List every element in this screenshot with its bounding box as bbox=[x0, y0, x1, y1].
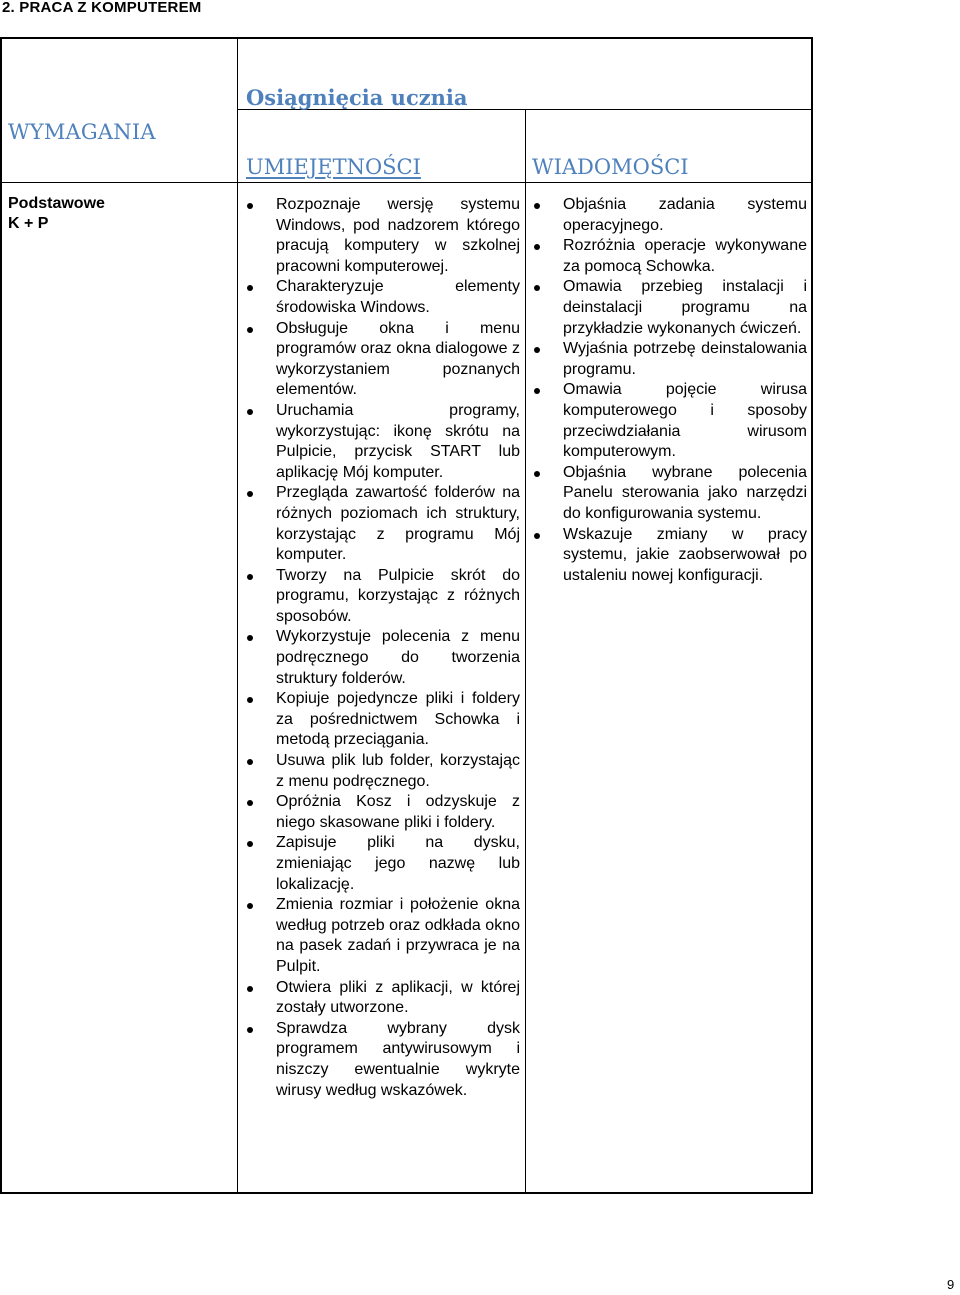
table-border-bottom bbox=[0, 1192, 813, 1194]
skill-item: Wykorzystuje polecenia z menu podręcznego do tworzenia struktury folderów. bbox=[238, 627, 520, 689]
skill-item: Przegląda zawartość folderów na różnych poziomach ich struktury, korzystając z programu Mój komputer. bbox=[238, 483, 520, 565]
knowledge-item: Objaśnia zadania systemu operacyjnego. bbox=[525, 195, 807, 236]
requirements-table bbox=[0, 37, 813, 1194]
table-border-left bbox=[0, 37, 2, 1194]
level-line-1: Podstawowe bbox=[8, 195, 105, 212]
header-rule bbox=[0, 182, 813, 183]
section-heading: 2. PRACA Z KOMPUTEREM bbox=[2, 0, 202, 16]
knowledge-item: Wskazuje zmiany w pracy systemu, jakie zaobserwował po ustaleniu nowej konfiguracji. bbox=[525, 525, 807, 587]
skill-item: Tworzy na Pulpicie skrót do programu, korzystając z różnych sposobów. bbox=[238, 566, 520, 628]
knowledge-item: Objaśnia wybrane polecenia Panelu sterowania jako narzędzi do konfigurowania systemu. bbox=[525, 463, 807, 525]
level-line-2: K + P bbox=[8, 215, 49, 232]
skill-item: Rozpoznaje wersję systemu Windows, pod nadzorem którego pracują komputery w szkolnej pracowni komputerowej. bbox=[238, 195, 520, 277]
level-label bbox=[8, 194, 105, 234]
skills-header: UMIEJĘTNOŚCI bbox=[246, 155, 421, 179]
skill-item: Usuwa plik lub folder, korzystając z menu podręcznego. bbox=[238, 751, 520, 792]
table-border-right bbox=[811, 37, 813, 1194]
table-border-top bbox=[0, 37, 813, 39]
knowledge-list bbox=[525, 195, 807, 586]
skills-list bbox=[238, 195, 520, 1101]
skill-item: Zmienia rozmiar i położenie okna według potrzeb oraz odkłada okno na pasek zadań i przywraca je na Pulpit. bbox=[238, 895, 520, 977]
knowledge-item: Omawia pojęcie wirusa komputerowego i sposoby przeciwdziałania wirusom komputerowym. bbox=[525, 380, 807, 462]
skill-item: Otwiera pliki z aplikacji, w której zostały utworzone. bbox=[238, 978, 520, 1019]
skill-item: Zapisuje pliki na dysku, zmieniając jego nazwę lub lokalizację. bbox=[238, 833, 520, 895]
achievements-header: Osiągnięcia ucznia bbox=[246, 85, 468, 110]
skill-item: Uruchamia programy, wykorzystując: ikonę skrótu na Pulpicie, przycisk START lub aplikację Mój komputer. bbox=[238, 401, 520, 483]
knowledge-header: WIADOMOŚCI bbox=[532, 155, 689, 179]
skill-item: Charakteryzuje elementy środowiska Windows. bbox=[238, 277, 520, 318]
knowledge-item: Omawia przebieg instalacji i deinstalacji programu na przykładzie wykonanych ćwiczeń. bbox=[525, 277, 807, 339]
skill-item: Sprawdza wybrany dysk programem antywirusowym i niszczy ewentualnie wykryte wirusy według wskazówek. bbox=[238, 1019, 520, 1101]
skill-item: Kopiuje pojedyncze pliki i foldery za pośrednictwem Schowka i metodą przeciągania. bbox=[238, 689, 520, 751]
requirements-header: WYMAGANIA bbox=[8, 120, 156, 144]
knowledge-item: Wyjaśnia potrzebę deinstalowania programu. bbox=[525, 339, 807, 380]
skill-item: Opróżnia Kosz i odzyskuje z niego skasowane pliki i foldery. bbox=[238, 792, 520, 833]
skill-item: Obsługuje okna i menu programów oraz okna dialogowe z wykorzystaniem poznanych elementów. bbox=[238, 319, 520, 401]
knowledge-item: Rozróżnia operacje wykonywane za pomocą Schowka. bbox=[525, 236, 807, 277]
page-number: 9 bbox=[947, 1277, 955, 1292]
